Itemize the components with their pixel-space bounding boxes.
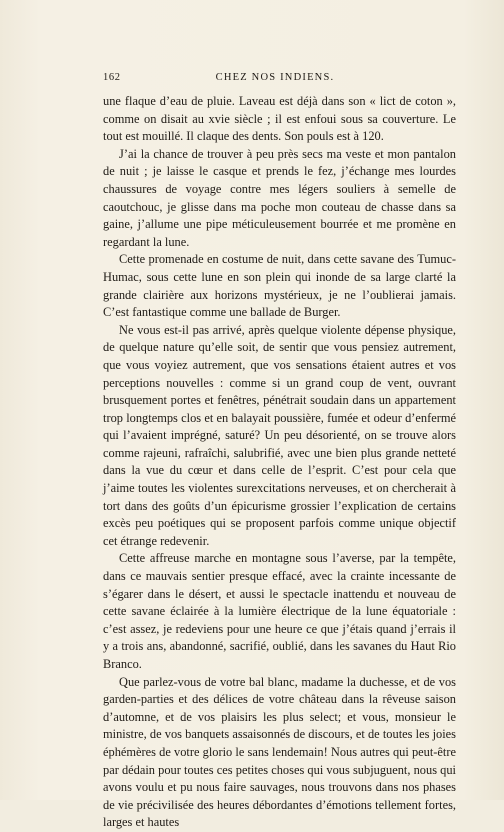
paragraph-2: J’ai la chance de trouver à peu près secs ma veste et mon pantalon de nuit ; je laisse le casque et prends le fez, j’échange mes lourdes chaussures de voyage contre mes légers souliers à semelle de caoutchouc, je glisse dans ma poche mon couteau de chasse dans sa gaine, j’allume une pipe méticuleusement bourrée et me promène en regardant la lune. bbox=[103, 146, 456, 249]
page-header bbox=[103, 72, 447, 86]
page-number: 162 bbox=[103, 72, 121, 83]
running-title: CHEZ NOS INDIENS. bbox=[215, 72, 335, 83]
paragraph-5: Cette affreuse marche en montagne sous l’averse, par la tempête, dans ce mauvais sentier presque effacé, avec la crainte incessante de s’égarer dans le désert, et aussi le spectacle inattendu et nouveau de cette savane éclairée à la lumière électrique de la lune équatoriale : c’est assez, je redeviens pour une heure ce que j’étais quand j’errais il y a trois ans, abandonné, sacrifié, oublié, dans les savanes du Haut Rio Branco. bbox=[103, 551, 456, 671]
paragraph-1: une flaque d’eau de pluie. Laveau est déjà dans son « lict de coton », comme on disait au xvie siècle ; il est enfoui sous sa couverture. Le tout est mouillé. Il claque des dents. Son pouls est à 120. bbox=[103, 94, 456, 144]
paragraph-4: Ne vous est-il pas arrivé, après quelque violente dépense physique, de quelque nature qu’elle soit, de sentir que vous pensiez autrement, que vous voyiez autrement, que vos sensations étaient autres et vos perceptions nouvelles : comme si un grand coup de vent, ouvrant brusquement portes et fenêtres, pénétrait soudain dans un appartement trop longtemps clos et en balayait poussière, fumée et odeur d’enfermé qui l’avaient imprégné, saturé? Un peu désorienté, on se trouve alors comme rajeuni, rafraîchi, salubrifié, avec une bien plus grande netteté dans la vue du cœur et dans celle de l’esprit. C’est pour cela que j’aime toutes les violentes surexcitations nerveuses, et on chercherait à tort dans des goûts d’un épicurisme grossier l’explication de certains excès peu poétiques qui se proposent parfois comme unique objectif cet étrange redevenir. bbox=[103, 322, 456, 548]
paragraph-6: Que parlez-vous de votre bal blanc, madame la duchesse, et de vos garden-parties et des délices de votre château dans la rêveuse saison d’automne, et de vos plaisirs les plus select; et vous, monsieur le ministre, de vos banquets assaisonnés de discours, et de toutes les joies éphémères de votre glorio le sans lendemain! Nous autres qui peut-être par dédain pour toutes ces petites choses qui vous subjuguent, nous qui avons voulu et pu nous faire sauvages, nous trouvons dans nos phases de vie précivilisée des heures débordantes d’émotions tellement fortes, larges et hautes bbox=[103, 674, 456, 830]
page-body bbox=[103, 93, 456, 832]
paragraph-3: Cette promenade en costume de nuit, dans cette savane des Tumuc-Humac, sous cette lune en son plein qui inonde de sa large clarté la grande clairière aux horizons mystérieux, je ne l’oublierai jamais. C’est fantastique comme une ballade de Burger. bbox=[103, 252, 456, 320]
